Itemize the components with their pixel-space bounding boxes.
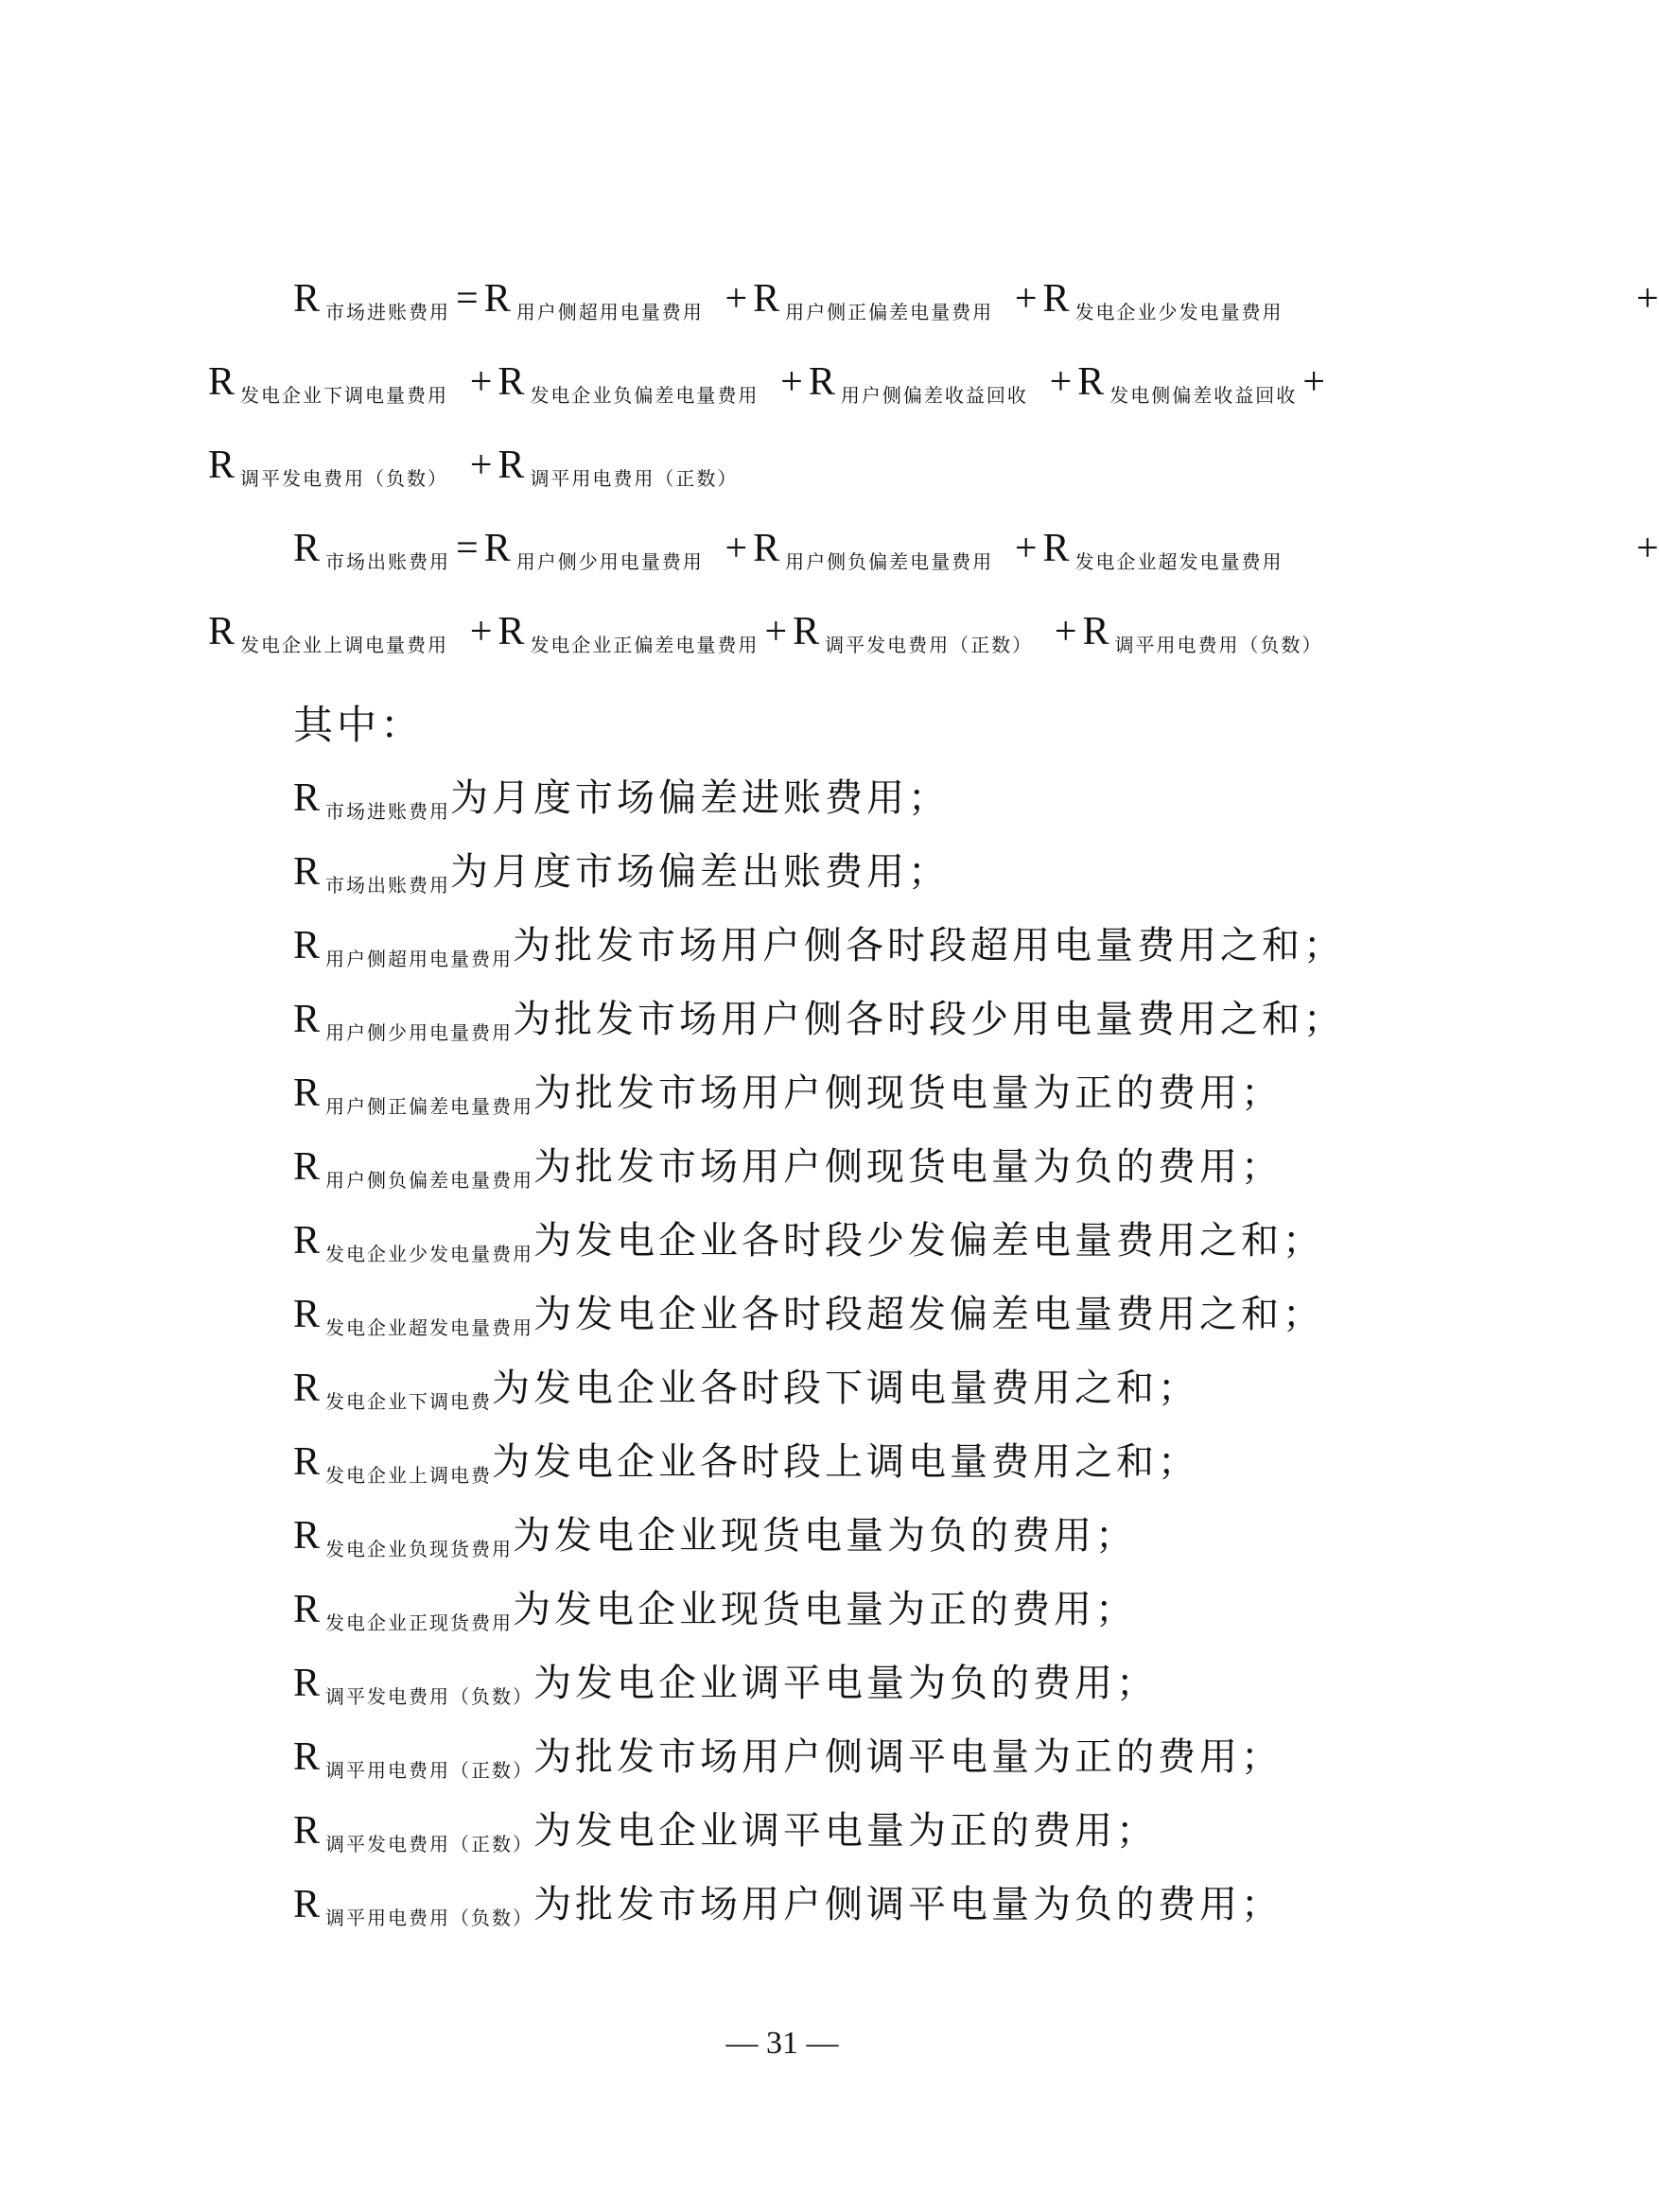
definition-text: 为发电企业调平电量为正的费用； <box>533 1809 1159 1853</box>
definition-line <box>293 1579 1137 1633</box>
formula-subscript: 发电企业上调电量费用 <box>240 634 449 656</box>
symbol-r: R <box>753 527 780 570</box>
plus-sign: + <box>1636 277 1659 321</box>
formula-subscript: 发电侧偏差收益回收 <box>1109 384 1298 407</box>
definition-line <box>293 1874 1283 1928</box>
plus-sign: + <box>725 527 748 570</box>
formula-subscript: 用户侧少用电量费用 <box>515 550 704 573</box>
intro-text: 其中： <box>293 702 425 748</box>
plus-sign: + <box>1014 527 1038 570</box>
symbol-r: R <box>808 360 835 404</box>
formula-subscript: 发电企业负偏差电量费用 <box>530 384 760 407</box>
symbol-r: R <box>483 527 511 570</box>
symbol-r: R <box>1042 277 1070 321</box>
symbol-r: R <box>293 850 321 894</box>
symbol-r: R <box>208 610 236 653</box>
definition-text: 为发电企业各时段下调电量费用之和； <box>492 1367 1200 1410</box>
definition-subscript: 用户侧正偏差电量费用 <box>325 1095 534 1118</box>
symbol-r: R <box>498 444 525 487</box>
definition-subscript: 用户侧超用电量费用 <box>325 948 514 970</box>
definition-subscript: 发电企业负现货费用 <box>325 1538 514 1560</box>
symbol-r: R <box>293 277 321 321</box>
plus-sign: + <box>1049 360 1073 404</box>
symbol-r: R <box>293 1883 321 1926</box>
definition-subscript: 市场出账费用 <box>325 874 451 897</box>
formula-subscript: 市场出账费用 <box>325 550 451 573</box>
symbol-r: R <box>293 1367 321 1410</box>
definition-text: 为批发市场用户侧调平电量为正的费用； <box>533 1735 1284 1779</box>
formula-subscript: 市场进账费用 <box>325 301 451 323</box>
formula-subscript: 发电企业少发电量费用 <box>1074 301 1284 323</box>
symbol-r: R <box>1082 610 1109 653</box>
formula-subscript: 调平发电费用（负数） <box>240 467 449 490</box>
definition-subscript: 用户侧负偏差电量费用 <box>325 1169 534 1192</box>
definition-subscript: 市场进账费用 <box>325 800 451 823</box>
symbol-r: R <box>293 1219 321 1263</box>
symbol-r: R <box>293 1809 321 1853</box>
symbol-r: R <box>793 610 820 653</box>
formula-subscript: 用户侧负偏差电量费用 <box>785 550 994 573</box>
definition-text: 为发电企业调平电量为负的费用； <box>533 1662 1159 1705</box>
symbol-r: R <box>293 1440 321 1484</box>
definition-subscript: 发电企业正现货费用 <box>325 1611 514 1634</box>
definition-text: 为发电企业各时段超发偏差电量费用之和； <box>533 1293 1325 1336</box>
definition-text: 为批发市场用户侧各时段超用电量费用之和； <box>513 924 1346 967</box>
symbol-r: R <box>498 610 525 653</box>
formula-subscript: 发电企业超发电量费用 <box>1074 550 1284 573</box>
plus-sign: + <box>469 610 493 653</box>
page-number: — 31 — <box>725 2026 839 2061</box>
formula-in-line-3 <box>208 443 738 488</box>
definition-subscript: 发电企业上调电费 <box>325 1464 493 1487</box>
plus-sign: + <box>469 444 493 487</box>
equals-sign: = <box>456 277 479 321</box>
definition-subscript: 调平发电费用（负数） <box>325 1685 534 1708</box>
symbol-r: R <box>293 1735 321 1779</box>
symbol-r: R <box>293 1293 321 1336</box>
definition-text: 为发电企业现货电量为正的费用； <box>513 1588 1138 1631</box>
equals-sign: = <box>456 527 479 570</box>
definition-line <box>293 1284 1324 1338</box>
formula-out-line-1 <box>293 526 1659 573</box>
symbol-r: R <box>208 360 236 404</box>
formula-out-line-2 <box>208 609 1323 654</box>
definition-line <box>293 1358 1199 1412</box>
symbol-r: R <box>1042 527 1070 570</box>
symbol-r: R <box>1077 360 1105 404</box>
definition-subscript: 调平发电费用（正数） <box>325 1833 534 1855</box>
definition-line <box>293 1137 1283 1191</box>
plus-sign: + <box>1014 277 1038 321</box>
definition-line <box>293 768 950 822</box>
definition-line <box>293 1211 1324 1264</box>
plus-sign: + <box>1302 360 1325 404</box>
symbol-r: R <box>293 1588 321 1631</box>
definition-text: 为批发市场用户侧调平电量为负的费用； <box>533 1883 1284 1926</box>
definition-text: 为批发市场用户侧现货电量为正的费用； <box>533 1071 1284 1115</box>
formula-subscript: 发电企业下调电量费用 <box>240 384 449 407</box>
plus-sign: + <box>725 277 748 321</box>
definition-text: 为批发市场用户侧各时段少用电量费用之和； <box>513 998 1346 1041</box>
symbol-r: R <box>293 1145 321 1189</box>
definition-line <box>293 842 950 896</box>
plus-sign: + <box>1636 527 1659 570</box>
definition-subscript: 用户侧少用电量费用 <box>325 1021 514 1044</box>
symbol-r: R <box>208 444 236 487</box>
plus-sign: + <box>1054 610 1077 653</box>
symbol-r: R <box>293 776 321 820</box>
plus-sign: + <box>780 360 803 404</box>
symbol-r: R <box>293 527 321 570</box>
symbol-r: R <box>753 277 780 321</box>
definition-subscript: 调平用电费用（负数） <box>325 1907 534 1929</box>
symbol-r: R <box>483 277 511 321</box>
formula-in-line-1 <box>293 276 1659 323</box>
symbol-r: R <box>293 1514 321 1558</box>
definition-text: 为发电企业各时段少发偏差电量费用之和； <box>533 1219 1325 1263</box>
definition-text: 为月度市场偏差进账费用； <box>450 776 951 820</box>
definition-line <box>293 1727 1283 1781</box>
definition-line <box>293 915 1345 969</box>
definition-line <box>293 989 1345 1043</box>
definition-line <box>293 1506 1137 1559</box>
formula-subscript: 调平用电费用（负数） <box>1114 634 1323 656</box>
formula-subscript: 调平发电费用（正数） <box>825 634 1034 656</box>
definition-text: 为批发市场用户侧现货电量为负的费用； <box>533 1145 1284 1189</box>
symbol-r: R <box>293 924 321 967</box>
formula-subscript: 调平用电费用（正数） <box>530 467 739 490</box>
symbol-r: R <box>293 998 321 1041</box>
definition-subscript: 发电企业少发电量费用 <box>325 1243 534 1265</box>
formula-in-line-2 <box>208 359 1331 405</box>
plus-sign: + <box>469 360 493 404</box>
formula-subscript: 用户侧偏差收益回收 <box>840 384 1028 407</box>
symbol-r: R <box>293 1071 321 1115</box>
definition-text: 为月度市场偏差出账费用； <box>450 850 951 894</box>
definition-line <box>293 1653 1158 1707</box>
symbol-r: R <box>498 360 525 404</box>
definition-line <box>293 1063 1283 1117</box>
plus-sign: + <box>764 610 788 653</box>
definition-subscript: 调平用电费用（正数） <box>325 1759 534 1782</box>
definition-text: 为发电企业现货电量为负的费用； <box>513 1514 1138 1558</box>
formula-subscript: 用户侧正偏差电量费用 <box>785 301 994 323</box>
definition-line <box>293 1432 1199 1486</box>
formula-subscript: 发电企业正偏差电量费用 <box>530 634 760 656</box>
definition-subscript: 发电企业下调电费 <box>325 1390 493 1413</box>
formula-subscript: 用户侧超用电量费用 <box>515 301 704 323</box>
definition-text: 为发电企业各时段上调电量费用之和； <box>492 1440 1200 1484</box>
symbol-r: R <box>293 1662 321 1705</box>
definition-line <box>293 1801 1158 1855</box>
definition-subscript: 发电企业超发电量费用 <box>325 1316 534 1339</box>
